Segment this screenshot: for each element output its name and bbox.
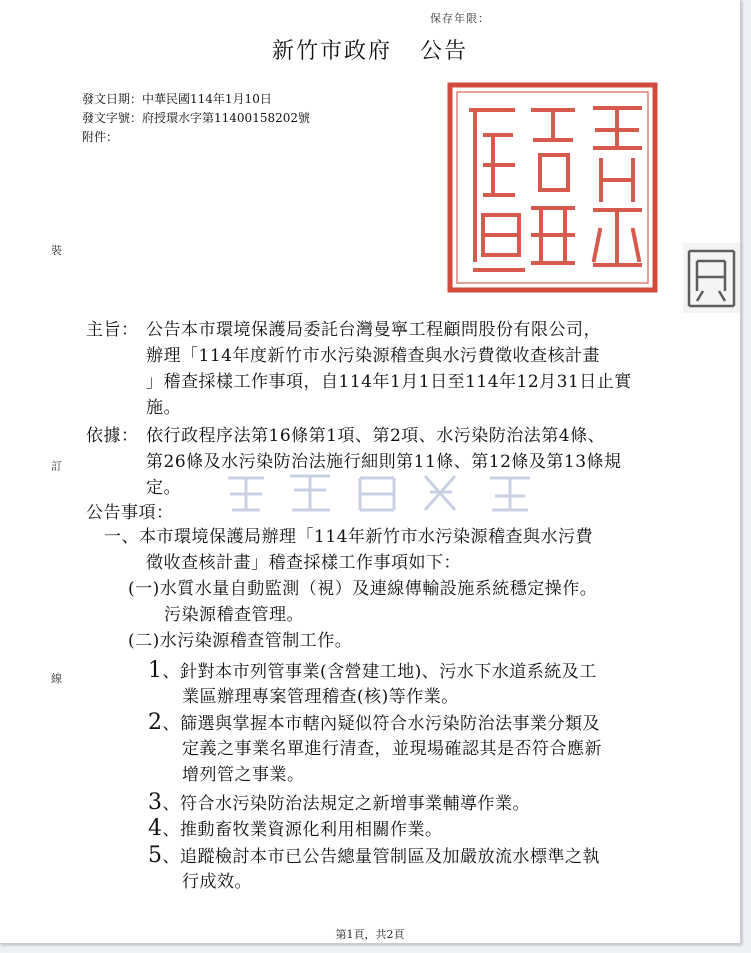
- numbered-item-5-line-1: 、追蹤檢討本市已公告總量管制區及加嚴放流水標準之執: [162, 847, 600, 867]
- numbered-item-2-line-1: 、篩選與掌握本市轄內疑似符合水污染防治法事業分類及: [162, 714, 600, 734]
- announcement-label: 公告事項：: [86, 503, 174, 523]
- numbered-item-4: [148, 816, 443, 843]
- page-number-footer: 第1頁，共2頁: [335, 928, 405, 941]
- numbered-item-5-num: 5: [148, 843, 163, 868]
- numbered-item-1-line-1: 、針對本市列管事業(含營建工地)、污水下水道系統及工: [162, 662, 597, 682]
- basis-line-2: 第26條及水污染防治法施行細則第11條、第12條及第13條規: [146, 452, 622, 472]
- subitem-2-line: (二)水污染源稽查管制工作。: [128, 631, 353, 651]
- numbered-item-4-num: 4: [148, 816, 163, 841]
- page-title: [0, 34, 740, 65]
- basis-label: 依據：: [86, 426, 139, 446]
- subject-line-4: 施。: [146, 398, 181, 418]
- secondary-seal-stamp: [683, 243, 740, 313]
- subject-line-1: 公告本市環境保護局委託台灣曼寧工程顧問股份有限公司，: [146, 320, 601, 340]
- basis-line-3: 定。: [146, 478, 181, 498]
- title-agency: 新竹市政府: [271, 39, 392, 64]
- numbered-item-2-num: 2: [148, 710, 163, 735]
- numbered-item-2-line-2: 定義之事業名單進行清查，並現場確認其是否符合應新: [182, 739, 602, 759]
- attachment-label: 附件：: [82, 130, 119, 144]
- subitem-1-line-2: 污染源稽查管理。: [164, 605, 304, 625]
- attachment-row: [82, 128, 118, 147]
- numbered-item-1-line-2: 業區辦理專案管理稽查(核)等作業。: [182, 687, 459, 707]
- numbered-item-3: [148, 790, 530, 817]
- numbered-item-4-line-1: 、推動畜牧業資源化利用相關作業。: [162, 820, 443, 840]
- issue-date-label: 發文日期：: [82, 92, 143, 106]
- numbered-item-1: [148, 658, 597, 685]
- official-seal-stamp: [445, 80, 660, 295]
- numbered-item-2: [148, 710, 600, 737]
- basis-line-1: 依行政程序法第16條第1項、第2項、水污染防治法第4條、: [146, 426, 606, 446]
- numbered-item-3-num: 3: [148, 790, 163, 815]
- document-number-row: [82, 109, 310, 128]
- faint-blue-stamp: [220, 470, 550, 516]
- document-number-value: 府授環水字第11400158202號: [142, 111, 310, 125]
- title-type: 公告: [420, 39, 469, 64]
- issue-date-value: 中華民國114年1月10日: [142, 92, 272, 106]
- retention-period-label: 保存年限：: [430, 12, 490, 25]
- binding-mark-zhuang: 裝: [51, 244, 62, 257]
- numbered-item-2-line-3: 增列管之事業。: [182, 765, 305, 785]
- subitem-1-line-1: (一)水質水量自動監測（視）及連線傳輸設施系統穩定操作。: [128, 579, 598, 599]
- numbered-item-5: [148, 843, 600, 870]
- numbered-item-3-line-1: 、符合水污染防治法規定之新增事業輔導作業。: [162, 794, 530, 814]
- announcement-item-1-line-1: 一、本市環境保護局辦理「114年新竹市水污染源稽查與水污費: [104, 527, 593, 547]
- announcement-item-1-line-2: 徵收查核計畫」稽查採樣工作事項如下：: [146, 553, 461, 573]
- numbered-item-1-num: 1: [148, 658, 163, 683]
- subject-label: 主旨：: [86, 320, 139, 340]
- issue-date-row: [82, 90, 272, 109]
- binding-mark-ding: 訂: [51, 460, 62, 473]
- subject-line-2: 辦理「114年度新竹市水污染源稽查與水污費徵收查核計畫: [146, 346, 600, 366]
- document-number-label: 發文字號：: [82, 111, 143, 125]
- subject-line-3: 」稽查採樣工作事項，自114年1月1日至114年12月31日止實: [146, 372, 632, 392]
- numbered-item-5-line-2: 行成效。: [182, 872, 252, 892]
- binding-mark-xian: 線: [51, 672, 62, 685]
